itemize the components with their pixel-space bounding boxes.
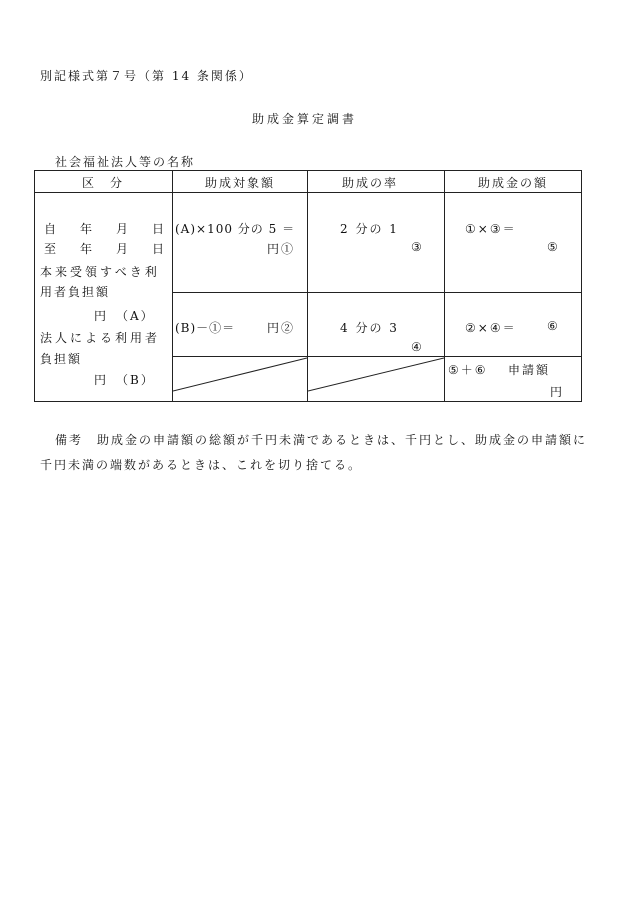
amount-formula-row2: ②×④＝ [465, 321, 517, 335]
target-formula-row2: (B)－①＝ [175, 321, 236, 335]
table-border-top [34, 170, 582, 171]
rate-mark-row1: ③ [411, 240, 424, 254]
header-subsidy-rate: 助成の率 [342, 176, 399, 190]
document-title: 助成金算定調書 [252, 112, 358, 126]
remarks-note [40, 428, 615, 478]
target-formula-row1: (A)×100 分の 5 ＝ [175, 222, 296, 236]
period-from-date: 自 年 月 日 [44, 222, 171, 236]
user-burden-amount-a: 円 （A） [94, 309, 155, 323]
diagonal-line-rate-empty [308, 357, 444, 401]
organization-name-label: 社会福祉法人等の名称 [55, 155, 196, 169]
target-unit-row2: 円② [267, 321, 296, 335]
header-subsidy-amount: 助成金の額 [478, 176, 549, 190]
diagonal-line-target-empty [173, 357, 307, 401]
target-unit-row1: 円① [267, 242, 296, 256]
header-category: 区 分 [82, 176, 125, 190]
corp-burden-amount-b: 円 （B） [94, 373, 155, 387]
user-burden-label-line2: 用者負担額 [40, 285, 111, 299]
column-divider-3 [444, 170, 445, 402]
rate-mark-row2: ④ [411, 340, 424, 354]
corp-burden-label-line2: 負担額 [40, 352, 83, 366]
user-burden-label-line1: 本来受領すべき利 [40, 265, 160, 279]
remarks-line-2: 千円未満の端数があるときは、これを切り捨てる。 [40, 458, 363, 472]
form-number: 別記様式第７号（第 14 条関係） [40, 69, 253, 83]
header-target-amount: 助成対象額 [205, 176, 276, 190]
table-border-bottom [34, 401, 582, 402]
remarks-line-1: 備考 助成金の申請額の総額が千円未満であるときは、千円とし、助成金の申請額に [55, 433, 588, 447]
calculation-table [34, 170, 582, 402]
row-divider-1 [172, 292, 582, 293]
amount-mark-row2: ⑥ [547, 319, 560, 333]
rate-row2: 4 分の 3 [340, 321, 399, 335]
table-border-right [581, 170, 582, 402]
sum-formula: ⑤＋⑥ [448, 363, 488, 377]
application-amount-label: 申請額 [508, 363, 551, 377]
period-to-date: 至 年 月 日 [44, 242, 171, 256]
application-amount-unit: 円 [550, 385, 565, 399]
table-border-left [34, 170, 35, 402]
rate-row1: 2 分の 1 [340, 222, 399, 236]
header-divider [34, 192, 582, 193]
amount-formula-row1: ①×③＝ [465, 222, 517, 236]
corp-burden-label-line1: 法人による利用者 [40, 331, 161, 345]
amount-mark-row1: ⑤ [547, 240, 560, 254]
